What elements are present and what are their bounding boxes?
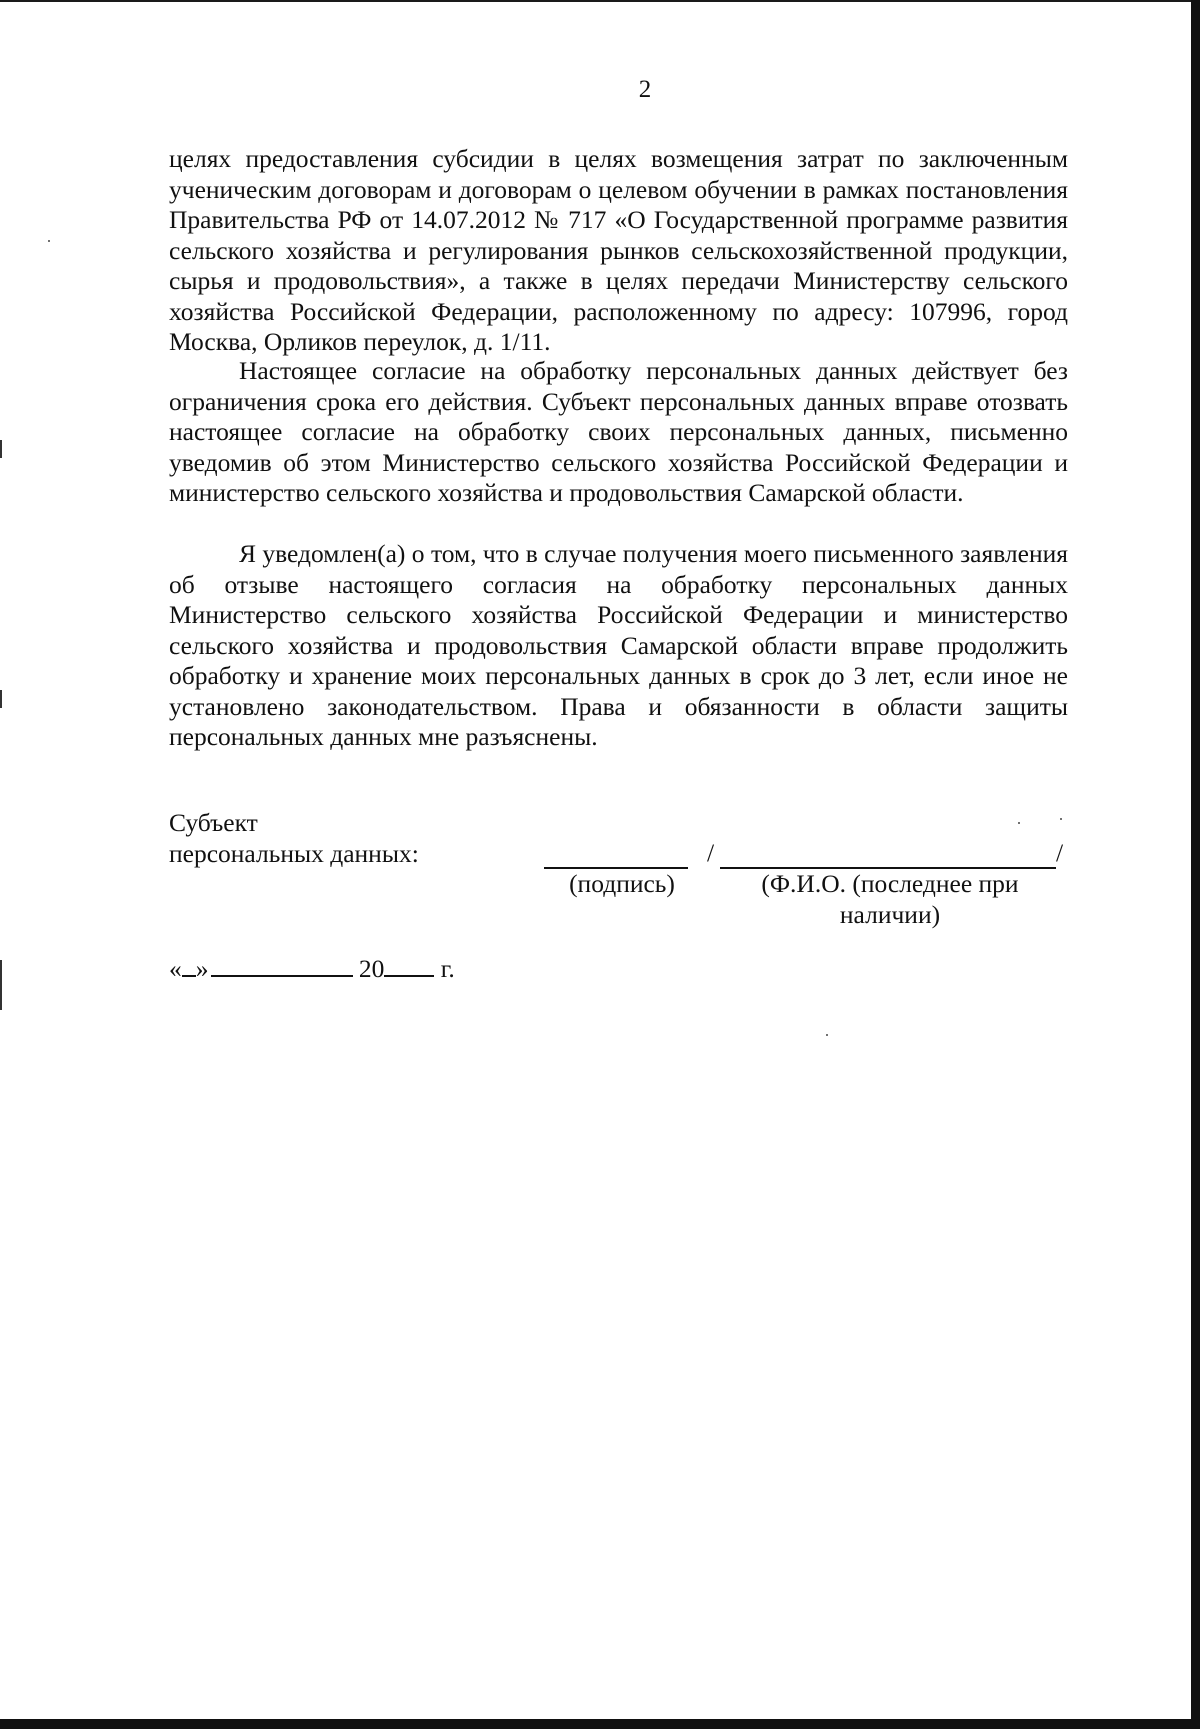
date-close-quote: » (195, 954, 209, 983)
scan-speck (48, 240, 50, 242)
full-name-caption (740, 869, 1040, 930)
separator-slash: / (707, 838, 715, 867)
paragraph-consent-term: Настоящее согласие на обработку персональных данных действует без ограничения срока его действия. Субъект персональных данных вправе отозвать настоящее согласие на обработку своих персональных данных, письменно уведомив об этом Министерство сельского хозяйства Российской Федерации и министерство сельского хозяйства и продовольствия Самарской области. (169, 356, 1068, 507)
date-open-quote: « (169, 954, 182, 983)
separator-slash: / (1056, 838, 1064, 867)
date-day-field[interactable] (182, 951, 196, 977)
scan-top-edge (0, 0, 1200, 2)
date-year-suffix: г. (440, 954, 455, 983)
scan-mark (0, 690, 2, 708)
signature-label (169, 808, 419, 869)
full-name-caption-line2: наличии) (839, 899, 941, 929)
scan-speck (1018, 822, 1020, 824)
scan-right-edge (1191, 0, 1200, 1729)
scan-speck (826, 1034, 828, 1036)
scan-speck (1060, 818, 1062, 820)
date-month-field[interactable] (211, 951, 353, 977)
scan-mark (0, 440, 2, 458)
signature-label-line1: Субъект (169, 808, 258, 837)
date-row (169, 951, 455, 984)
signature-caption: (подпись) (569, 869, 675, 898)
date-year-prefix: 20 (358, 954, 385, 983)
page-number: 2 (638, 76, 652, 103)
scan-bottom-edge (0, 1719, 1200, 1729)
date-year-field[interactable] (384, 951, 434, 977)
paragraph-notification: Я уведомлен(а) о том, что в случае получения моего письменного заявления об отзыве настоящего согласия на обработку персональных данных Министерство сельского хозяйства Российской Федерации и министерство сельского хозяйства и продовольствия Самарской области вправе продолжить обработку и хранение моих персональных данных в срок до 3 лет, если иное не установлено законодательством. Права и обязанности в области защиты персональных данных мне разъяснены. (169, 539, 1068, 751)
signature-label-line2: персональных данных: (169, 838, 419, 868)
paragraph-purpose: целях предоставления субсидии в целях возмещения затрат по заключенным ученическим договорам и договорам о целевом обучении в рамках постановления Правительства РФ от 14.07.2012 № 717 «О Государственной программе развития сельского хозяйства и регулирования рынков сельскохозяйственной продукции, сырья и продовольствия», а также в целях передачи Министерству сельского хозяйства Российской Федерации, расположенному по адресу: 107996, город Москва, Орликов переулок, д. 1/11. (169, 144, 1068, 356)
full-name-caption-line1: (Ф.И.О. (последнее при (761, 869, 1019, 898)
scan-mark (0, 960, 2, 1010)
